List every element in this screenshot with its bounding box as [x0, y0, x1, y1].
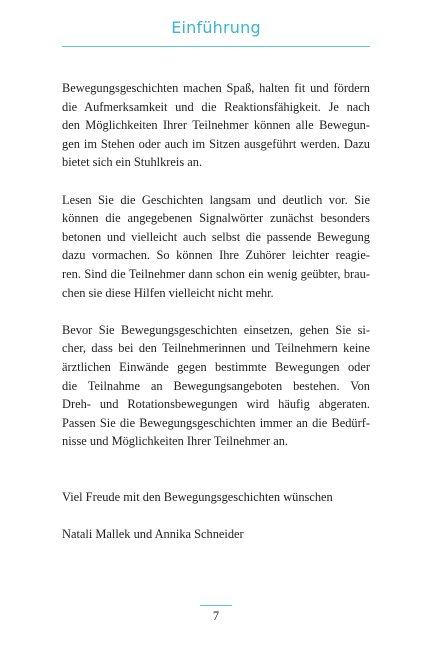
text-line: die Teilnahme an Bewegungsangeboten bestehen. Von: [62, 378, 370, 393]
text-line: die Aufmerksamkeit und die Reaktionsfähigkeit. Je nach: [62, 99, 370, 114]
paragraph-safety: [62, 321, 370, 451]
text-line: bietet sich ein Stuhlkreis an.: [62, 155, 203, 170]
closing-line: [62, 488, 370, 507]
text-line: Bevor Sie Bewegungsgeschichten einsetzen, gehen Sie si-: [62, 322, 370, 337]
signature-line: [62, 525, 370, 544]
text-line: ren. Sind die Teilnehmer dann schon ein wenig geübter, brau-: [62, 266, 370, 281]
main-text: [62, 79, 370, 544]
text-line: nisse und Möglichkeiten Ihrer Teilnehmer an.: [62, 434, 289, 449]
paragraph-reading: [62, 191, 370, 303]
text-line: Bewegungsgeschichten machen Spaß, halten fit und fördern: [62, 81, 370, 95]
text-line: Lesen Sie die Geschichten langsam und deutlich vor. Sie: [62, 192, 370, 207]
signature-text: Natali Mallek und Annika Schneider: [62, 527, 244, 542]
page-header: [0, 18, 432, 38]
header-divider: [62, 46, 370, 47]
closing-text: Viel Freude mit den Bewegungsgeschichten wünschen: [62, 489, 333, 504]
paragraph-spacer: [62, 451, 370, 488]
page-number: 7: [212, 609, 220, 623]
text-line: Dreh- und Rotationsbewegungen wird häufig abgeraten.: [62, 397, 370, 412]
text-line: dazu vormachen. So können Ihre Zuhörer leichter reagie-: [62, 248, 370, 263]
footer-divider: [200, 605, 232, 606]
paragraph-spacer: [62, 506, 370, 525]
text-line: den Möglichkeiten Ihrer Teilnehmer können alle Bewegun-: [62, 118, 370, 133]
text-line: gen im Stehen oder auch im Sitzen ausgeführt werden. Dazu: [62, 136, 370, 151]
paragraph-spacer: [62, 172, 370, 191]
text-line: cher, dass bei den Teilnehmerinnen und Teilnehmern keine: [62, 341, 370, 356]
text-line: chen sie diese Hilfen vielleicht nicht mehr.: [62, 285, 274, 300]
text-line: betonen und vielleicht auch selbst die passende Bewegung: [62, 229, 370, 244]
text-line: ärztlichen Einwände gegen bestimmte Bewegungen oder: [62, 359, 370, 374]
paragraph-intro: [62, 79, 370, 172]
text-line: können die angegebenen Signalwörter zunächst besonders: [62, 211, 370, 226]
chapter-title: Einführung: [171, 18, 261, 37]
text-line: Passen Sie die Bewegungsgeschichten immer an die Bedürf-: [62, 415, 370, 430]
paragraph-spacer: [62, 302, 370, 321]
